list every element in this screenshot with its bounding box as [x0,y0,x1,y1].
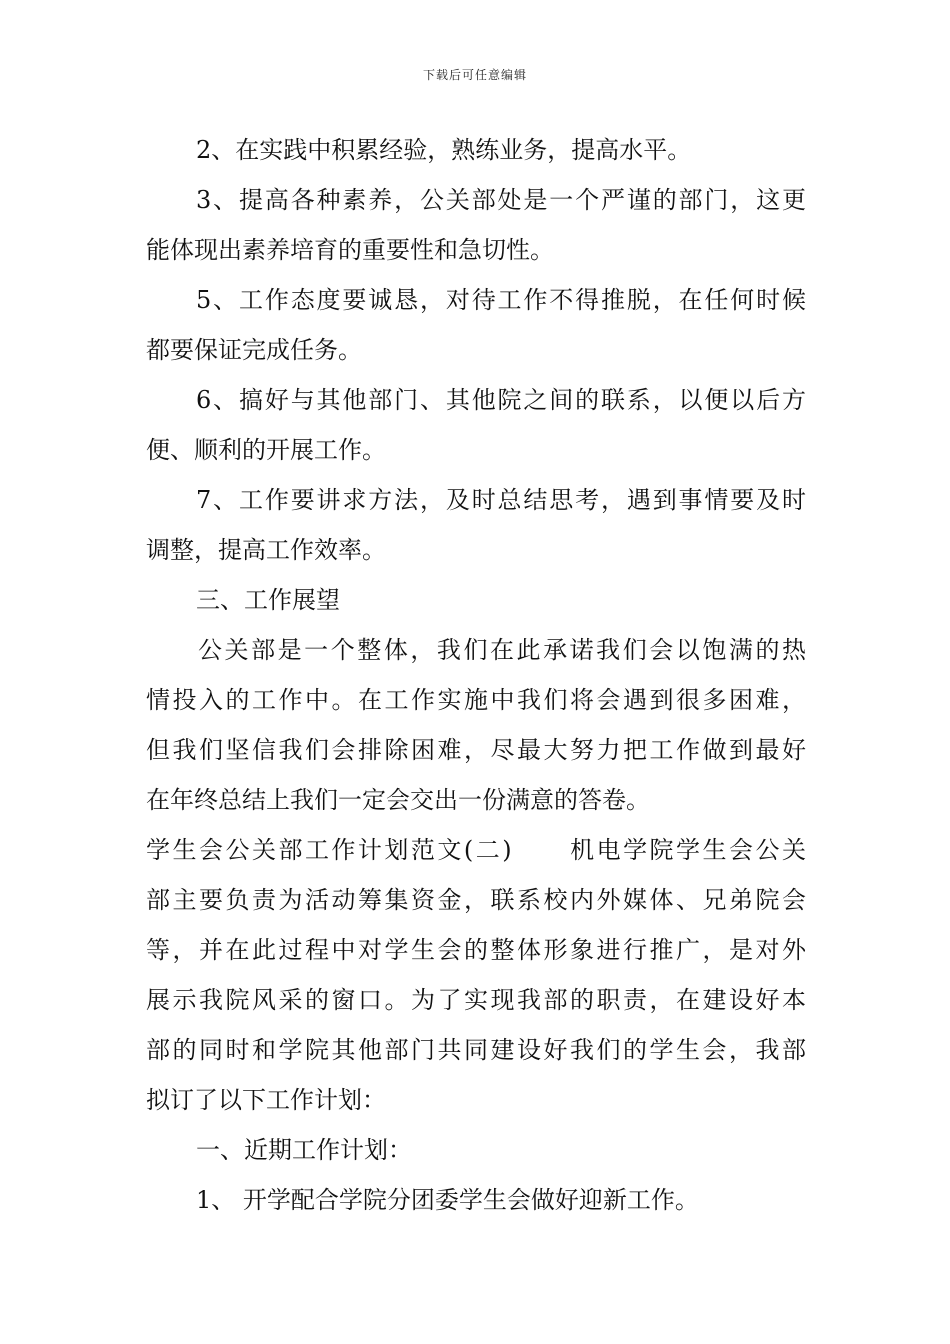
text-line: 部的同时和学院其他部门共同建设好我们的学生会，我部 [146,1036,806,1064]
text-line: 展示我院风采的窗口。为了实现我部的职责，在建设好本 [146,986,806,1014]
text-line: 7、工作要讲求方法，及时总结思考，遇到事情要及时 [196,486,806,514]
text-line: 6、搞好与其他部门、其他院之间的联系，以便以后方 [196,386,806,414]
page-header: 下载后可任意编辑 [422,68,527,82]
text-line: 3、提高各种素养，公关部处是一个严谨的部门，这更 [196,186,806,214]
title-trailing-text: 机电学院学生会公关 [567,836,807,864]
text-line: 5、工作态度要诚恳，对待工作不得推脱，在任何时候 [196,286,806,314]
text-line: 便、顺利的开展工作。 [146,436,386,464]
document-body [146,125,806,1225]
section-heading: 一、近期工作计划： [196,1136,412,1164]
document-title: 学生会公关部工作计划范文(二) [146,836,512,864]
text-line: 调整，提高工作效率。 [146,536,386,564]
text-line: 在年终总结上我们一定会交出一份满意的答卷。 [146,786,650,814]
text-line: 1、 开学配合学院分团委学生会做好迎新工作。 [196,1186,699,1214]
text-line: 但我们坚信我们会排除困难，尽最大努力把工作做到最好 [146,736,806,764]
text-line: 情投入的工作中。在工作实施中我们将会遇到很多困难， [146,686,806,714]
text-line: 能体现出素养培育的重要性和急切性。 [146,236,554,264]
text-line: 部主要负责为活动筹集资金，联系校内外媒体、兄弟院会 [146,886,806,914]
text-line: 公关部是一个整体，我们在此承诺我们会以饱满的热 [198,636,806,664]
text-line: 拟订了以下工作计划： [146,1086,386,1114]
text-line: 2、在实践中积累经验，熟练业务，提高水平。 [196,136,692,164]
text-line [146,825,806,875]
section-heading: 三、工作展望 [196,586,340,614]
text-line: 等，并在此过程中对学生会的整体形象进行推广，是对外 [146,936,806,964]
text-line: 都要保证完成任务。 [146,336,362,364]
